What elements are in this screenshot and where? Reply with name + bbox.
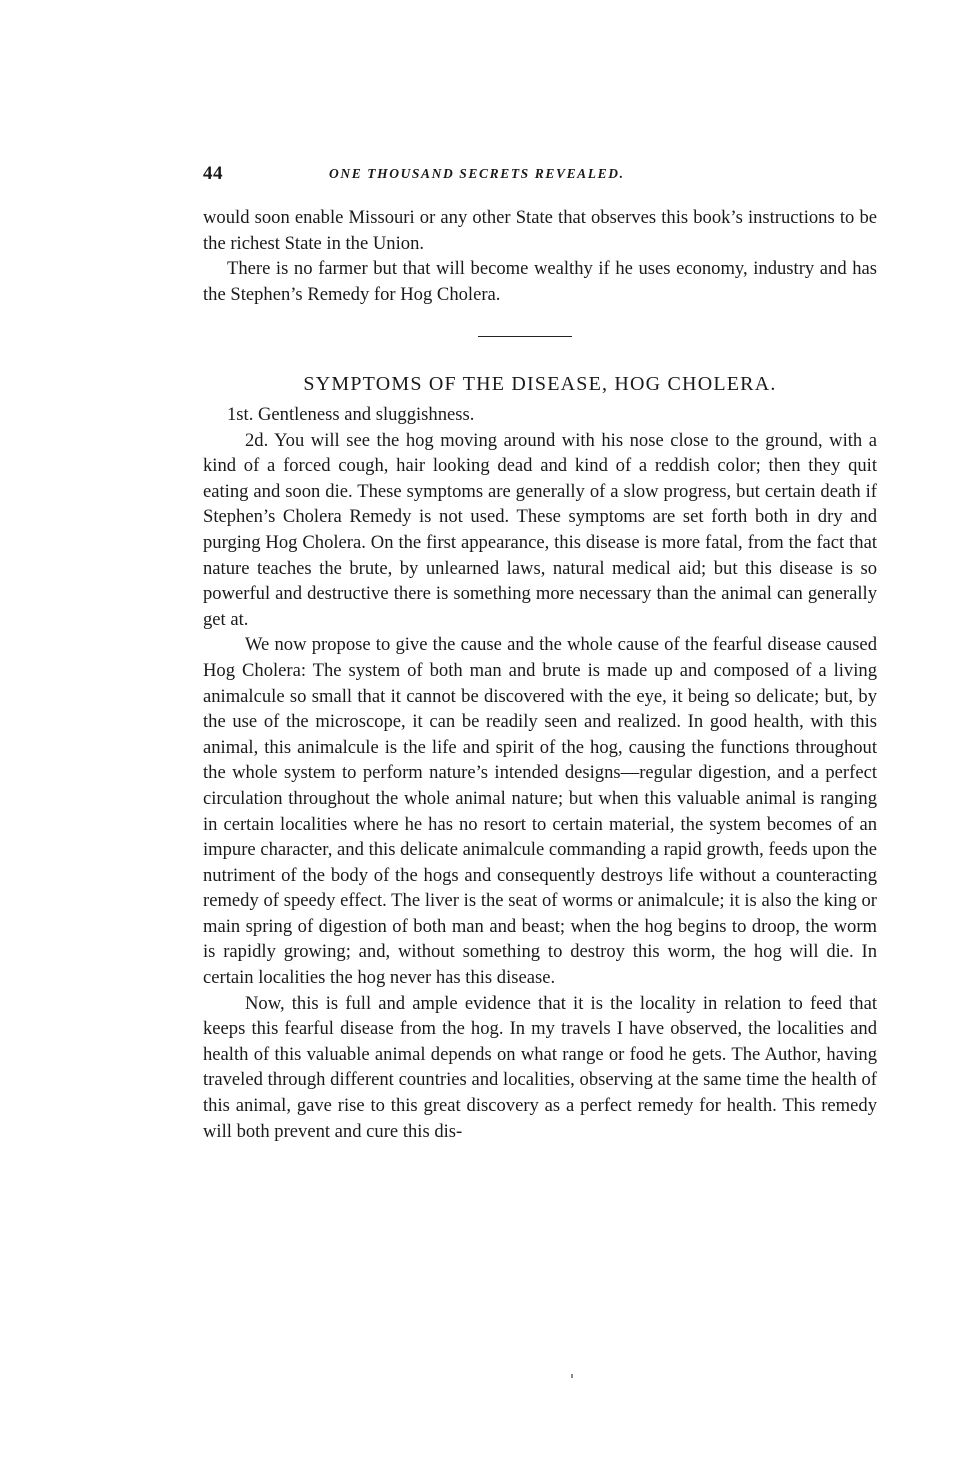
paragraph: 2d. You will see the hog moving around with his nose close to the ground, with a kind of a forced cough, hair looking dead and kind of a reddish color; then they quit eating and soon die. These symptoms are generally of a slow progress, but certain death if Stephen’s Cholera Remedy is not used. These symptoms are set forth both in dry and purging Hog Cholera. On the first appearance, this disease is more fatal, from the fact that nature teaches the brute, by unlearned laws, natural medical aid; but this disease is so powerful and destructive there is something more necessary than the animal can generally get at. bbox=[203, 429, 877, 630]
paragraph: 1st. Gentleness and sluggishness. bbox=[227, 404, 475, 425]
page-number: 44 bbox=[203, 163, 223, 184]
opening-text bbox=[203, 205, 877, 307]
section-divider bbox=[478, 336, 572, 337]
paragraph: would soon enable Missouri or any other State that observes this book’s instructions to be the richest State in the Union. bbox=[203, 207, 877, 254]
scan-speck bbox=[571, 1374, 573, 1378]
running-head bbox=[203, 163, 879, 187]
paragraph: Now, this is full and ample evidence that it is the locality in relation to feed that keeps this fearful disease from the hog. In my travels I have observed, the localities and health of this valuable animal depends on what range or food he gets. The Author, having traveled through different countries and localities, observing at the same time the health of this animal, gave rise to this great discovery as a perfect remedy for health. This remedy will both prevent and cure this dis- bbox=[203, 992, 877, 1142]
paragraph: There is no farmer but that will become wealthy if he uses economy, industry and has the Stephen’s Remedy for Hog Cholera. bbox=[203, 258, 877, 305]
section-heading: SYMPTOMS OF THE DISEASE, HOG CHOLERA. bbox=[303, 373, 777, 395]
section-body bbox=[203, 402, 877, 1144]
running-title: ONE THOUSAND SECRETS REVEALED. bbox=[329, 166, 625, 181]
paragraph: We now propose to give the cause and the whole cause of the fearful disease caused Hog Cholera: The system of both man and brute is made up and composed of a living animalcule so small that it cannot be discovered with the eye, it being so delicate; but, by the use of the microscope, it can be readily seen and realized. In good health, with this animal, this animalcule is the life and spirit of the hog, causing the functions throughout the whole system to perform nature’s intended designs—regular digestion, and a perfect circulation throughout the whole animal nature; but when this valuable animal is ranging in certain localities where he has no resort to certain material, the system becomes of an impure character, and this delicate animalcule commanding a rapid growth, feeds upon the nutriment of the body of the hogs and consequently destroys life without a counteracting remedy of speedy effect. The liver is the seat of worms or animalcule; it is also the king or main spring of digestion of both man and beast; when the hog begins to droop, the worm is rapidly growing; and, without something to destroy this worm, the hog will die. In certain localities the hog never has this disease. bbox=[203, 634, 877, 989]
